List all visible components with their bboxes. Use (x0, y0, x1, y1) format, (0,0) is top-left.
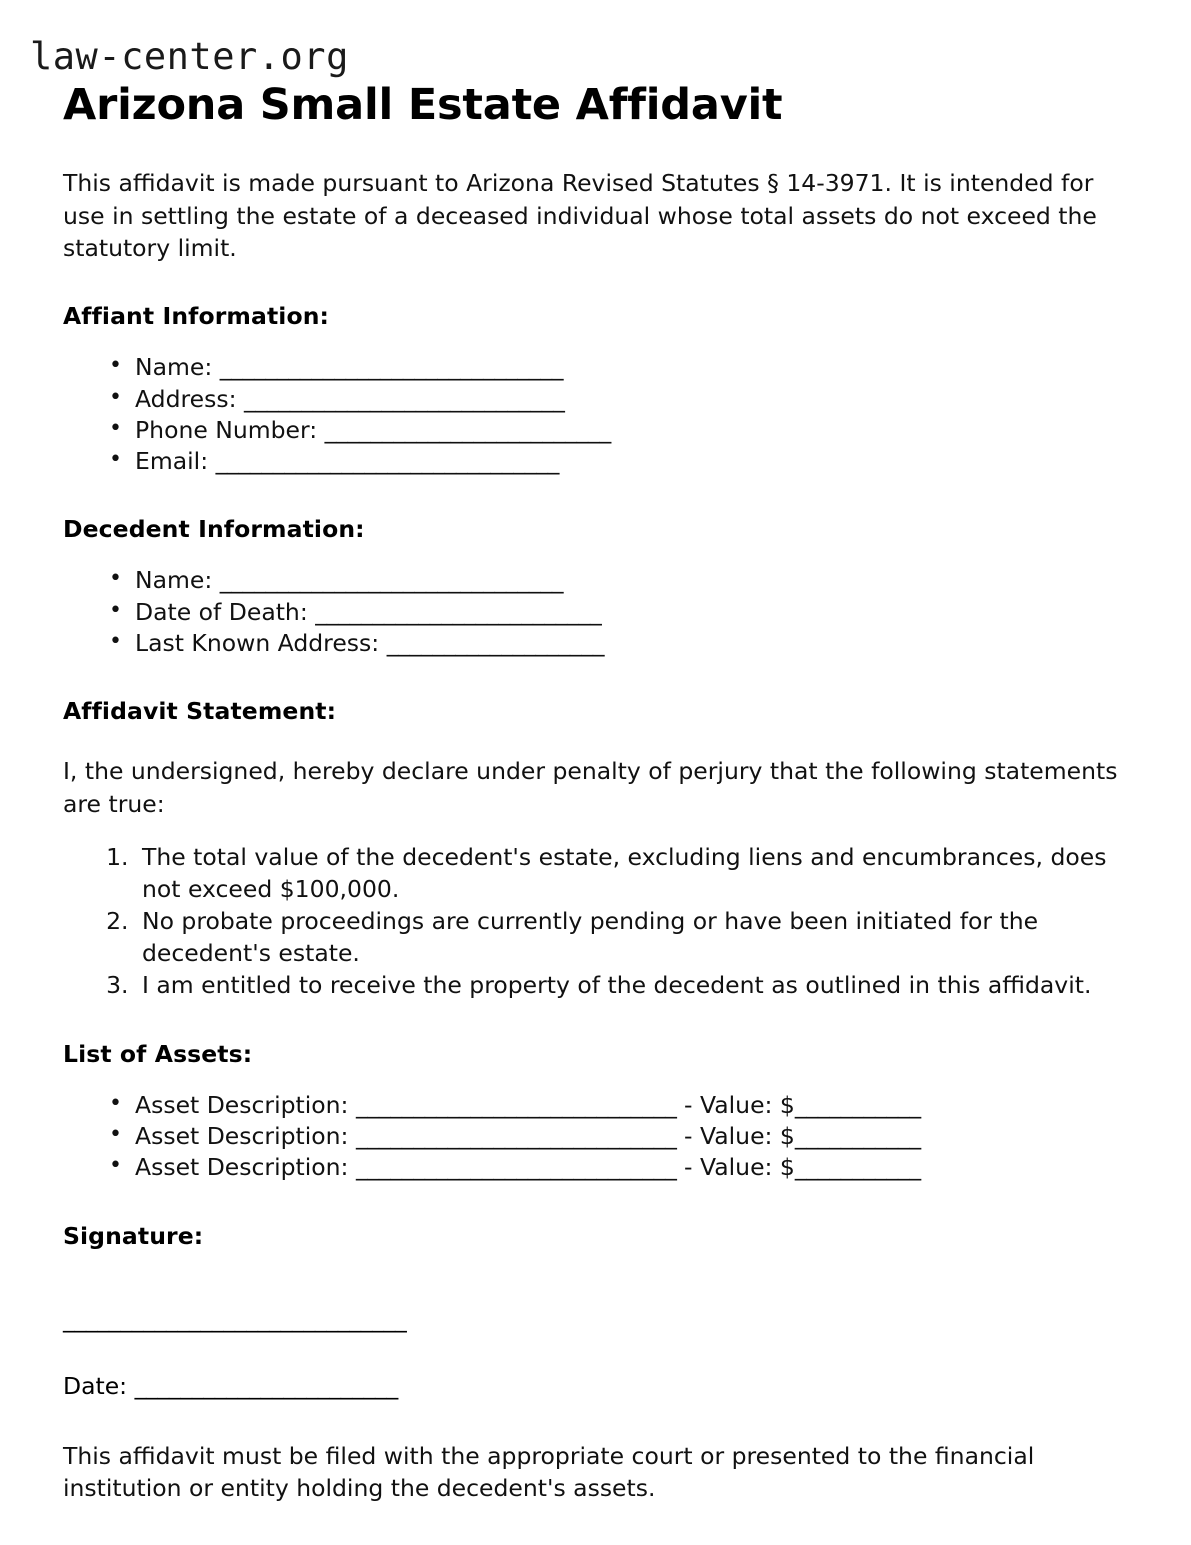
affiant-address-label: Address: (135, 384, 237, 413)
list-item (109, 415, 1145, 446)
affiant-name-label: Name: (135, 353, 213, 382)
asset-value-label: - Value: $ (684, 1153, 795, 1182)
list-item (109, 1152, 1145, 1183)
date-blank[interactable]: _______________________ (134, 1371, 398, 1400)
decedent-fields-list (63, 565, 1145, 659)
asset-description-label: Asset Description: (135, 1122, 349, 1151)
asset-value-blank[interactable]: ___________ (794, 1090, 921, 1119)
affiant-phone-label: Phone Number: (135, 415, 318, 444)
decedent-name-label: Name: (135, 566, 213, 595)
asset-description-blank[interactable]: ____________________________ (355, 1090, 677, 1119)
footer-note: This affidavit must be filed with the appropriate court or presented to the financial institution or entity holding the decedent's assets. (63, 1442, 1035, 1503)
affiant-email-label: Email: (135, 447, 209, 476)
decedent-date-of-death-blank[interactable]: _________________________ (315, 597, 602, 626)
list-item (109, 352, 1145, 383)
site-name: law-center.org (30, 35, 349, 78)
list-item (109, 384, 1145, 415)
page-title: Arizona Small Estate Affidavit (63, 80, 783, 130)
affidavit-statement-heading: Affidavit Statement: (63, 697, 337, 726)
list-of-assets-heading: List of Assets: (63, 1039, 253, 1068)
date-label: Date: (63, 1371, 128, 1400)
asset-description-blank[interactable]: ____________________________ (355, 1122, 677, 1151)
affiant-email-blank[interactable]: ______________________________ (215, 447, 560, 476)
list-item: 2. No probate proceedings are currently pending or have been initiated for the decedent's estate. (136, 906, 1145, 970)
decedent-information-heading: Decedent Information: (63, 515, 365, 544)
list-item (109, 1090, 1145, 1121)
decedent-last-address-blank[interactable]: ___________________ (386, 628, 605, 657)
affidavit-statement-intro: I, the undersigned, hereby declare under penalty of perjury that the following statements are true: (63, 757, 1118, 818)
asset-description-label: Asset Description: (135, 1153, 349, 1182)
list-item: 3. I am entitled to receive the property of the decedent as outlined in this affidavit. (136, 970, 1145, 1002)
date-row (63, 1371, 1145, 1402)
affiant-name-blank[interactable]: ______________________________ (219, 353, 564, 382)
list-item (109, 628, 1145, 659)
affiant-address-blank[interactable]: ____________________________ (244, 384, 565, 413)
asset-value-blank[interactable]: ___________ (794, 1153, 921, 1182)
decedent-name-blank[interactable]: ______________________________ (219, 566, 564, 595)
list-item (109, 1121, 1145, 1152)
decedent-last-address-label: Last Known Address: (135, 628, 380, 657)
affiant-information-heading: Affiant Information: (63, 302, 330, 331)
signature-heading: Signature: (63, 1221, 204, 1250)
list-item (109, 597, 1145, 628)
affiant-fields-list (63, 352, 1145, 477)
asset-value-label: - Value: $ (684, 1090, 795, 1119)
affiant-phone-blank[interactable]: _________________________ (324, 415, 611, 444)
affidavit-statement-list (63, 842, 1145, 1002)
asset-description-label: Asset Description: (135, 1090, 349, 1119)
signature-blank[interactable]: ______________________________ (63, 1304, 407, 1333)
asset-value-label: - Value: $ (684, 1122, 795, 1151)
list-item: 1. The total value of the decedent's estate, excluding liens and encumbrances, does not exceed $100,000. (136, 842, 1145, 906)
intro-paragraph: This affidavit is made pursuant to Arizona Revised Statutes § 14-3971. It is intended for use in settling the estate of a deceased individual whose total assets do not exceed the statutory limit. (63, 169, 1097, 262)
list-item (109, 446, 1145, 477)
assets-list (63, 1090, 1145, 1184)
asset-value-blank[interactable]: ___________ (794, 1122, 921, 1151)
decedent-date-of-death-label: Date of Death: (135, 597, 308, 626)
asset-description-blank[interactable]: ____________________________ (355, 1153, 677, 1182)
list-item (109, 565, 1145, 596)
